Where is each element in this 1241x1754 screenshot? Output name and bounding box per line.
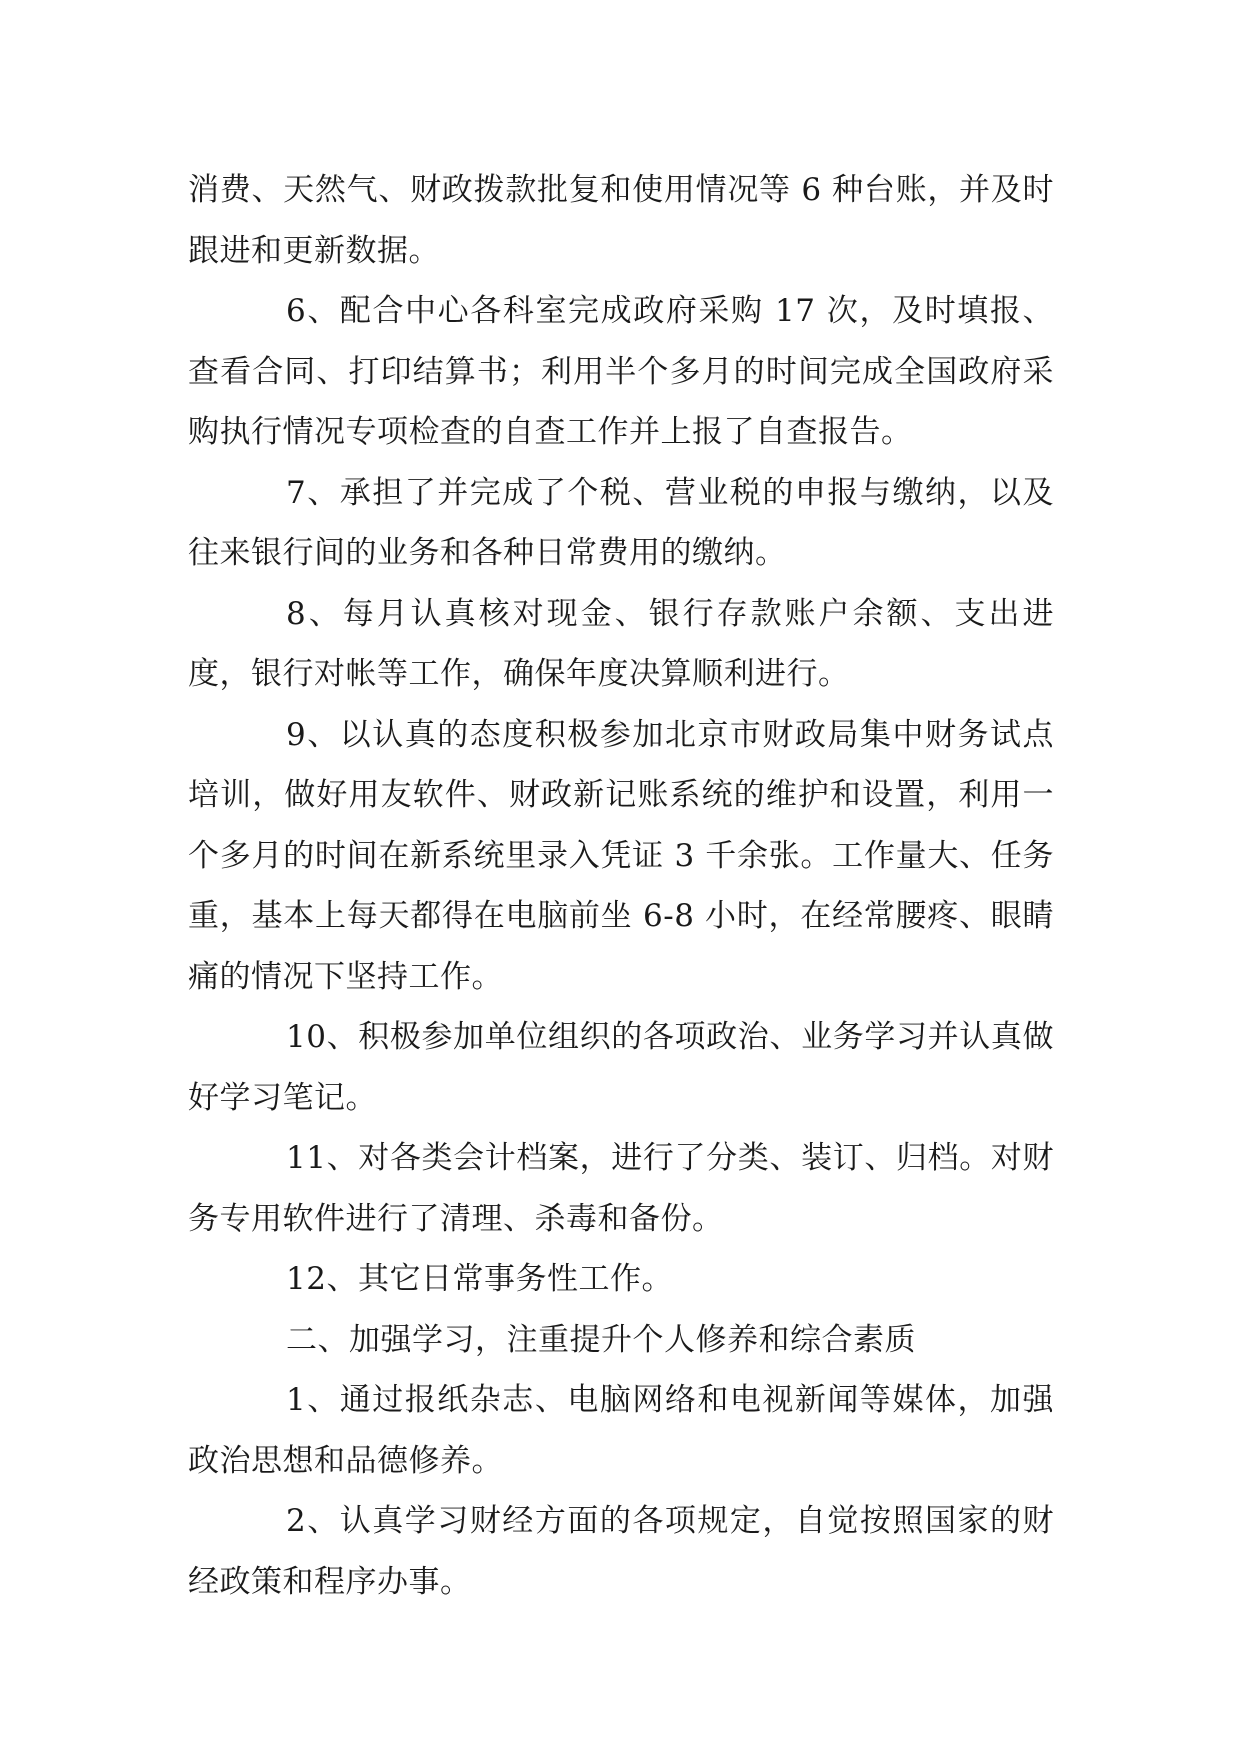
paragraph-learning-1: 1、通过报纸杂志、电脑网络和电视新闻等媒体，加强政治思想和品德修养。 xyxy=(188,1382,1054,1479)
paragraph-item-7: 7、承担了并完成了个税、营业税的申报与缴纳，以及往来银行间的业务和各种日常费用的缴纳。 xyxy=(188,474,1054,571)
paragraph-item-10: 10、积极参加单位组织的各项政治、业务学习并认真做好学习笔记。 xyxy=(188,1019,1054,1116)
paragraph-learning-2: 2、认真学习财经方面的各项规定，自觉按照国家的财经政策和程序办事。 xyxy=(188,1503,1054,1600)
paragraph-item-6: 6、配合中心各科室完成政府采购 17 次，及时填报、查看合同、打印结算书；利用半个多月的时间完成全国政府采购执行情况专项检查的自查工作并上报了自查报告。 xyxy=(188,293,1054,450)
section-heading-learning: 二、加强学习，注重提升个人修养和综合素质 xyxy=(286,1321,916,1358)
paragraph-ledger-continuation: 消费、天然气、财政拨款批复和使用情况等 6 种台账，并及时跟进和更新数据。 xyxy=(188,172,1054,269)
paragraph-item-8: 8、每月认真核对现金、银行存款账户余额、支出进度，银行对帐等工作，确保年度决算顺利进行。 xyxy=(188,595,1054,692)
paragraph-item-11: 11、对各类会计档案，进行了分类、装订、归档。对财务专用软件进行了清理、杀毒和备份。 xyxy=(188,1140,1054,1237)
document-body xyxy=(188,160,1054,1612)
paragraph-item-9: 9、以认真的态度积极参加北京市财政局集中财务试点培训，做好用友软件、财政新记账系统的维护和设置，利用一个多月的时间在新系统里录入凭证 3 千余张。工作量大、任务重，基本上每天都得在电脑前坐 6-8 小时，在经常腰疼、眼睛痛的情况下坚持工作。 xyxy=(188,716,1054,995)
paragraph-item-12: 12、其它日常事务性工作。 xyxy=(286,1261,673,1297)
